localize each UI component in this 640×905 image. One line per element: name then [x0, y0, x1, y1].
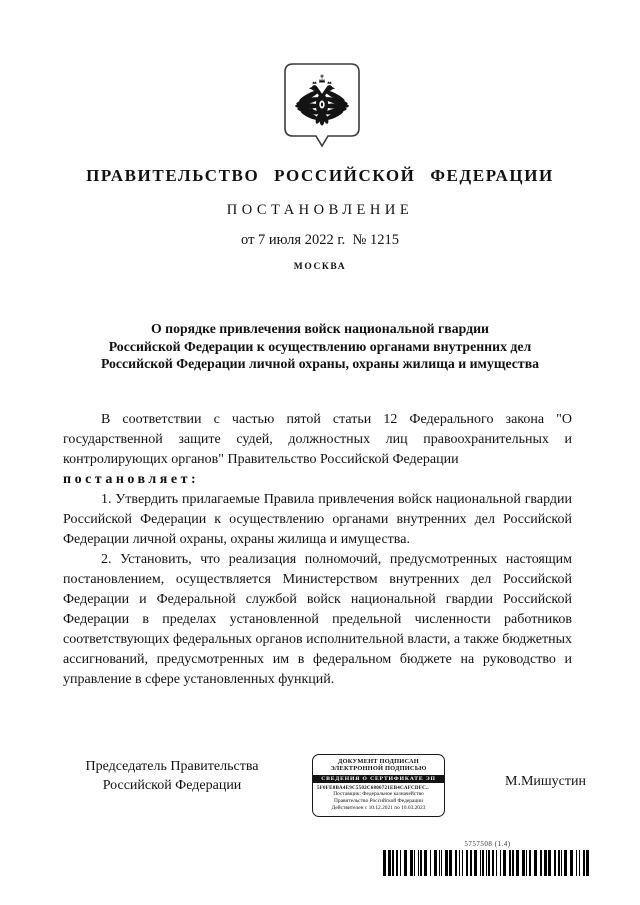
electronic-signature-stamp	[312, 754, 445, 817]
stamp-validity: Действителен с 10.12.2021 по 10.03.2023	[331, 804, 426, 811]
barcode-bars	[383, 850, 592, 876]
stamp-title	[313, 758, 444, 773]
document-title	[0, 320, 640, 373]
signatory-position-line: Российской Федерации	[102, 778, 242, 793]
intro-paragraph: В соответствии с частью пятой статьи 12 Федерального закона "О государственной защите судей, должностных лиц правоохранительных и контролирующих органов" Правительство Российской Федерации	[63, 412, 572, 467]
stamp-issuer: Поставщик: Федеральное казначейство	[333, 791, 424, 798]
signatory-position	[72, 757, 272, 795]
item-1-paragraph: 1. Утвердить прилагаемые Правила привлечения войск национальной гвардии Российской Федерации к осуществлению органами внутренних дел Российской Федерации личной охраны, охраны жилища и имущества.	[63, 492, 572, 547]
stamp-certificate-number: 5F0FE0BA4E9C5502C6806721EB4CAFCDFC..	[317, 785, 429, 792]
date-and-number: от 7 июля 2022 г. № 1215	[241, 232, 399, 248]
title-line: О порядке привлечения войск национальной гвардии	[150, 321, 489, 336]
barcode-label: 5757508 (1.4)	[464, 840, 511, 848]
city-label: МОСКВА	[293, 262, 347, 272]
title-line: Российской Федерации к осуществлению органами внутренних дел	[108, 338, 532, 354]
issuing-authority: ПРАВИТЕЛЬСТВО РОССИЙСКОЙ ФЕДЕРАЦИИ	[86, 166, 554, 185]
barcode	[383, 840, 592, 876]
decree-word: постановляет:	[63, 472, 200, 487]
signatory-position-line: Председатель Правительства	[85, 759, 259, 774]
stamp-title-line: ДОКУМЕНТ ПОДПИСАН	[338, 758, 419, 765]
russia-coat-of-arms-icon	[283, 62, 361, 149]
signatory-name: М.Мишустин	[505, 774, 586, 789]
item-2-paragraph: 2. Установить, что реализация полномочий, предусмотренных настоящим постановлением, осуществляется Министерством внутренних дел Российской Федерации и Федеральной службой войск национальной гвардии Российской Федерации в пределах установленной предельной численности работников соответствующих федеральных органов исполнительной власти, а также бюджетных ассигнований, предусмотренных им в федеральном бюджете на руководство и управление в сфере установленных функций.	[63, 552, 572, 687]
stamp-owner: Правительство Российской Федерации	[334, 798, 423, 805]
stamp-certificate-header: СВЕДЕНИЯ О СЕРТИФИКАТЕ ЭП	[313, 775, 444, 783]
title-line: Российской Федерации личной охраны, охраны жилища и имущества	[100, 356, 540, 371]
body-text	[63, 410, 572, 690]
stamp-title-line: ЭЛЕКТРОННОЙ ПОДПИСЬЮ	[330, 765, 427, 773]
document-type: ПОСТАНОВЛЕНИЕ	[226, 202, 414, 218]
